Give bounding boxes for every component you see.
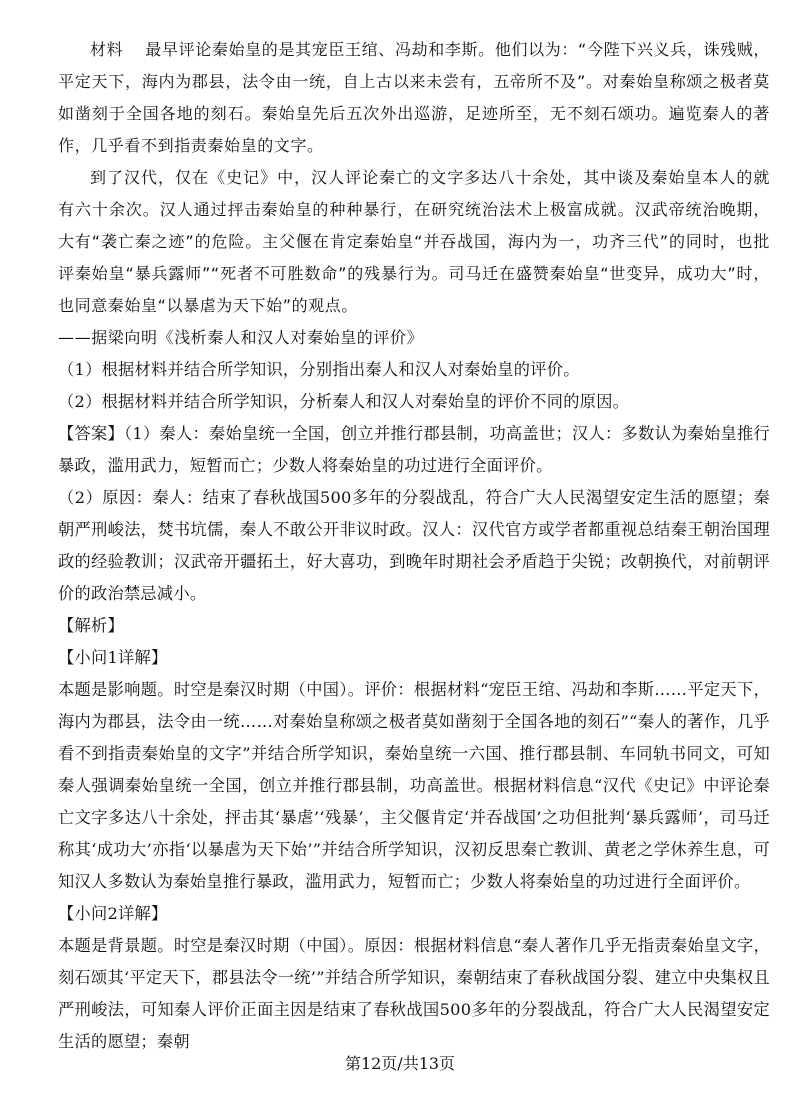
material-label: 材料 <box>90 40 124 59</box>
material-paragraph-2: 到了汉代，仅在《史记》中，汉人评论秦亡的文字多达八十余处，其中谈及秦始皇本人的就有六十余次。汉人通过抨击秦始皇的种种暴行，在研究统治法术上极富成就。汉武帝统治晚期，大有“袭亡秦之迹”的危险。主父偃在肯定秦始皇“并吞战国，海内为一，功齐三代”的同时，也批评秦始皇“暴兵露师”“死者不可胜数命”的残暴行为。司马迁在盛赞秦始皇“世变异，成功大”时，也同意秦始皇“以暴虐为天下始”的观点。 <box>58 168 770 315</box>
material-paragraph-1 <box>58 34 770 162</box>
questions-and-answer <box>58 354 770 1058</box>
q1-detail-heading: 【小问1详解】 <box>58 648 168 667</box>
material-section <box>58 34 770 354</box>
answer-part-2: （2）原因：秦人：结束了春秋战国500多年的分裂战乱，符合广大人民渴望安定生活的愿望；秦朝严刑峻法，焚书坑儒，秦人不敢公开非议时政。汉人：汉代官方或学者都重视总结秦王朝治国理政的经验教训；汉武帝开疆拓土，好大喜功，到晚年时期社会矛盾趋于尖锐；改朝换代，对前朝评价的政治禁忌减小。 <box>58 488 770 603</box>
material-paragraph-1-text: 最早评论秦始皇的是其宠臣王绾、冯劫和李斯。他们以为：“今陛下兴义兵，诛残贼，平定天下，海内为郡县，法令由一统，自上古以来未尝有，五帝所不及”。对秦始皇称颂之极者莫如凿刻于全国各地的刻石。秦始皇先后五次外出巡游，足迹所至，无不刻石颂功。遍览秦人的著作，几乎看不到指责秦始皇的文字。 <box>58 40 771 155</box>
material-source: ——据梁向明《浅析秦人和汉人对秦始皇的评价》 <box>58 328 424 347</box>
q2-detail-heading: 【小问2详解】 <box>58 904 168 923</box>
question-2: （2）根据材料并结合所学知识，分析秦人和汉人对秦始皇的评价不同的原因。 <box>58 392 630 411</box>
page-number-footer: 第12页/共13页 <box>344 1054 456 1073</box>
answer-part-1: 【答案】（1）秦人：秦始皇统一全国，创立并推行郡县制，功高盖世；汉人：多数认为秦始皇推行暴政，滥用武力，短暂而亡；少数人将秦始皇的功过进行全面评价。 <box>58 424 770 475</box>
question-1: （1）根据材料并结合所学知识，分别指出秦人和汉人对秦始皇的评价。 <box>58 360 580 379</box>
q1-detail-text: 本题是影响题。时空是秦汉时期（中国）。评价：根据材料“宠臣王绾、冯劫和李斯……平定天下，海内为郡县，法令由一统……对秦始皇称颂之极者莫如凿刻于全国各地的刻石”“秦人的著作，几乎看不到指责秦始皇的文字”并结合所学知识，秦始皇统一六国、推行郡县制、车同轨书同文，可知秦人强调秦始皇统一全国，创立并推行郡县制，功高盖世。根据材料信息“汉代《史记》中评论秦亡文字多达八十余处，抨击其‘暴虐’‘残暴’，主父偃肯定‘并吞战国’之功但批判‘暴兵露师’，司马迁称其‘成功大’亦指‘以暴虐为天下始’”并结合所学知识，汉初反思秦亡教训、黄老之学休养生息，可知汉人多数认为秦始皇推行暴政，滥用武力，短暂而亡；少数人将秦始皇的功过进行全面评价。 <box>58 680 770 891</box>
analysis-heading: 【解析】 <box>58 616 124 635</box>
q2-detail-text: 本题是背景题。时空是秦汉时期（中国）。原因：根据材料信息“秦人著作几乎无指责秦始皇文字，刻石颂其‘平定天下，郡县法令一统’”并结合所学知识，秦朝结束了春秋战国分裂、建立中央集权且严刑峻法，可知秦人评价正面主因是结束了春秋战国500多年的分裂战乱，符合广大人民渴望安定生活的愿望；秦朝 <box>58 936 770 1051</box>
